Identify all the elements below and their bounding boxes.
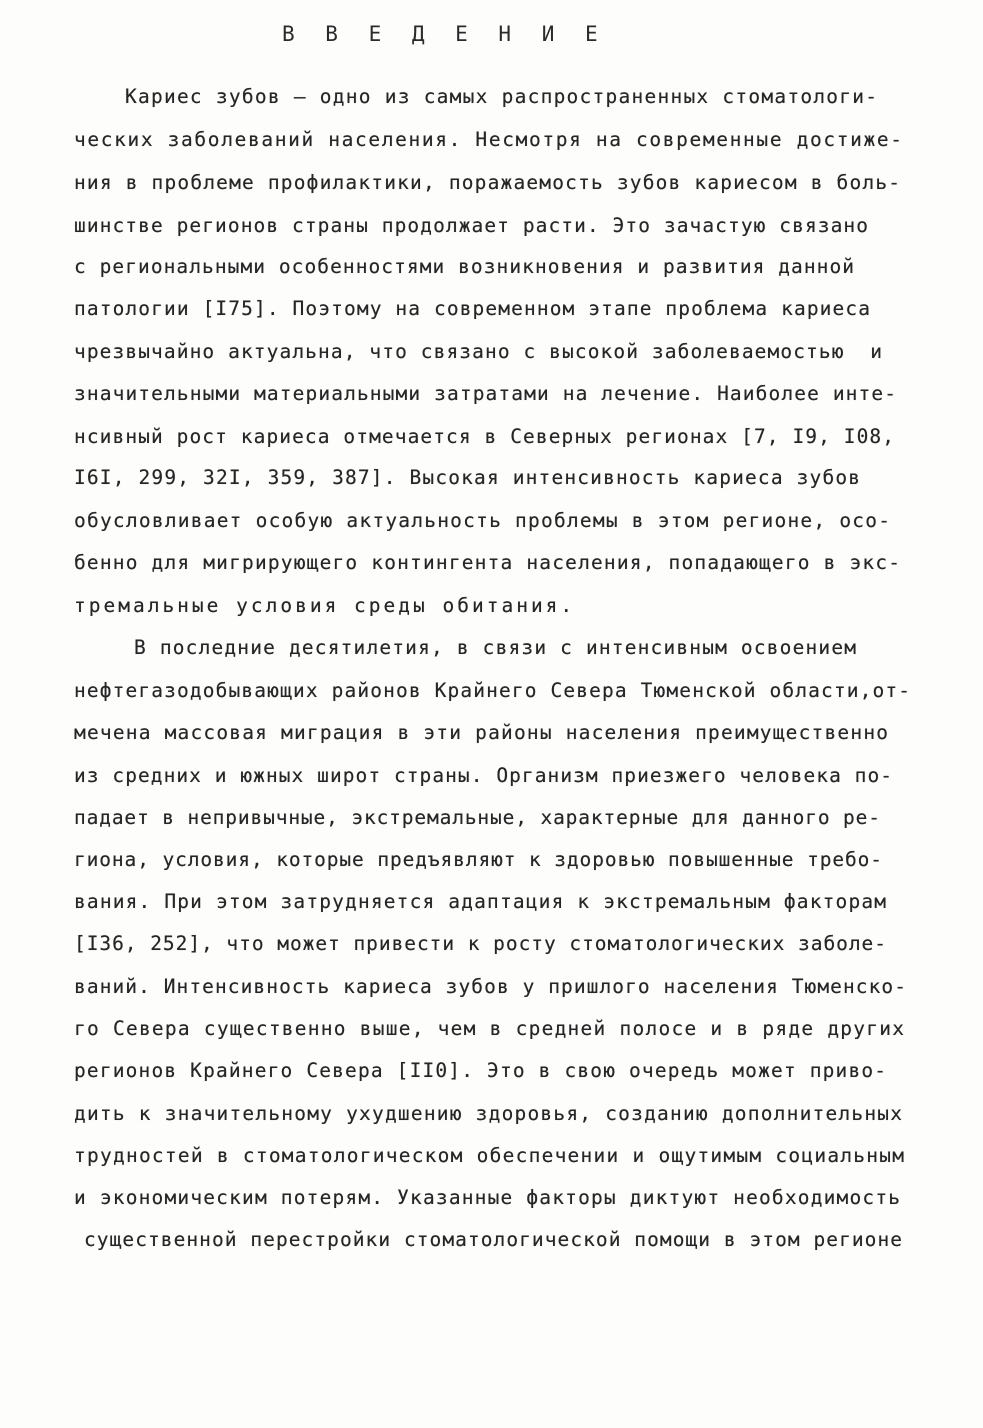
text-line: нсивный рост кариеса отмечается в Северных регионах [7, I9, I08, xyxy=(74,425,896,448)
text-line: трудностей в стоматологическом обеспечении и ощутимым социальным xyxy=(74,1144,906,1167)
text-line: шинстве регионов страны продолжает расти. Это зачастую связано xyxy=(74,214,870,237)
text-line: вания. При этом затрудняется адаптация к экстремальным факторам xyxy=(74,890,888,913)
text-line: [I36, 252], что может привести к росту стоматологических заболе- xyxy=(74,932,887,955)
page-title: В В Е Д Е Н И Е xyxy=(282,22,607,46)
text-line: ваний. Интенсивность кариеса зубов у пришлого населения Тюменско- xyxy=(74,975,908,998)
text-line: В последние десятилетия, в связи с интенсивным освоением xyxy=(134,636,858,659)
text-line: патологии [I75]. Поэтому на современном этапе проблема кариеса xyxy=(74,297,872,320)
text-line: ческих заболеваний населения. Несмотря на современные достиже- xyxy=(74,128,904,151)
text-line: мечена массовая миграция в эти районы населения преимущественно xyxy=(74,721,890,744)
text-line: существенной перестройки стоматологической помощи в этом регионе xyxy=(84,1228,904,1251)
text-line: дить к значительному ухудшению здоровья, созданию дополнительных xyxy=(74,1102,904,1125)
text-line: обусловливает особую актуальность проблемы в этом регионе, осо- xyxy=(74,509,892,532)
text-line: с региональными особенностями возникновения и развития данной xyxy=(74,255,856,278)
text-line: чрезвычайно актуальна, что связано с высокой заболеваемостью и xyxy=(74,340,884,363)
text-line: I6I, 299, 32I, 359, 387]. Высокая интенсивность кариеса зубов xyxy=(74,466,862,489)
text-line: тремальные условия среды обитания. xyxy=(74,594,576,617)
text-line: регионов Крайнего Севера [II0]. Это в свою очередь может приво- xyxy=(74,1059,888,1082)
text-line: Кариес зубов – одно из самых распространенных стоматологи- xyxy=(125,85,879,108)
text-line: гиона, условия, которые предъявляют к здоровью повышенные требо- xyxy=(74,848,883,871)
text-line: нефтегазодобывающих районов Крайнего Севера Тюменской области,от- xyxy=(74,679,912,702)
text-line: из средних и южных широт страны. Организм приезжего человека по- xyxy=(74,764,894,787)
text-line: падает в непривычные, экстремальные, характерные для данного ре- xyxy=(74,806,881,829)
text-line: го Севера существенно выше, чем в средней полосе и в ряде других xyxy=(74,1017,906,1040)
text-line: бенно для мигрирующего контингента населения, попадающего в экс- xyxy=(74,551,902,574)
text-line: и экономическим потерям. Указанные факторы диктуют необходимость xyxy=(74,1186,902,1209)
text-line: ния в проблеме профилактики, поражаемость зубов кариесом в боль- xyxy=(74,171,902,194)
text-line: значительными материальными затратами на лечение. Наиболее инте- xyxy=(74,382,898,405)
